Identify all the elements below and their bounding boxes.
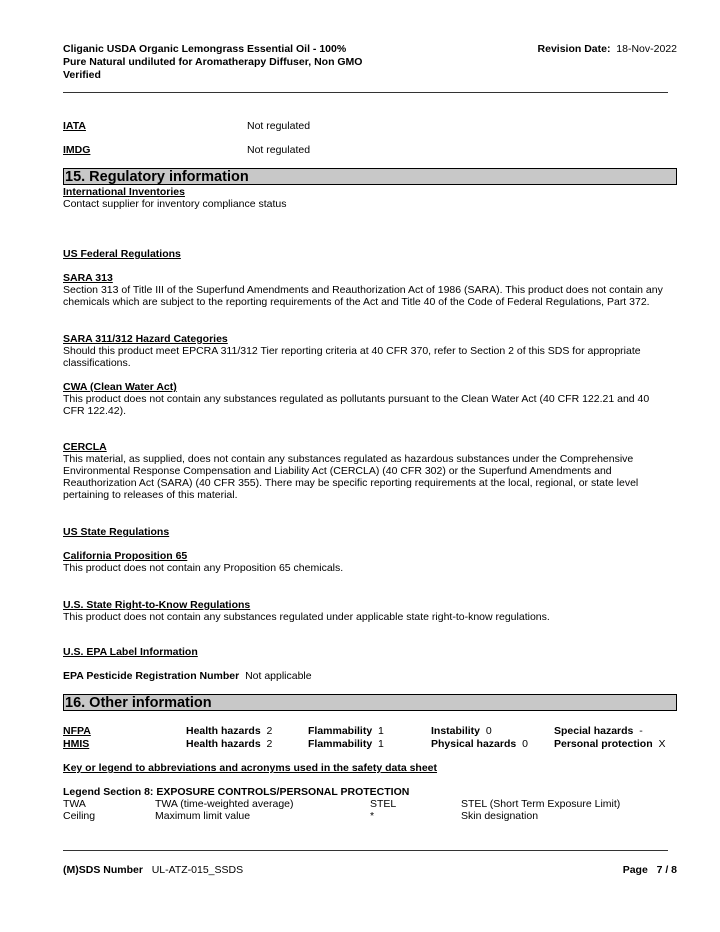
legend-meaning: TWA (time-weighted average) (155, 798, 294, 810)
hmis-flammability (308, 738, 384, 750)
epa-label-heading: U.S. EPA Label Information (63, 646, 198, 658)
nfpa-instability-value: 0 (485, 725, 492, 737)
text-line: This product does not contain any substances regulated as pollutants pursuant to the Clean Water Act (40 CFR 122.21 and 40 (63, 393, 650, 405)
product-title-line: Pure Natural undiluted for Aromatherapy Diffuser, Non GMO (63, 56, 363, 68)
legend-title: Legend Section 8: EXPOSURE CONTROLS/PERSONAL PROTECTION (63, 786, 410, 798)
cercla-text (63, 453, 678, 501)
hmis-flammability-label: Flammability (308, 738, 373, 750)
hmis-flammability-value: 1 (378, 738, 384, 750)
legend-meaning: STEL (Short Term Exposure Limit) (461, 798, 621, 810)
text-line: Section 313 of Title III of the Superfund Amendments and Reauthorization Act of 1986 (SARA). This product does not contain any (63, 284, 663, 296)
nfpa-special (554, 725, 643, 737)
intl-inventories-heading: International Inventories (63, 186, 185, 198)
hmis-health-label: Health hazards (186, 738, 261, 750)
prop65-heading: California Proposition 65 (63, 550, 188, 562)
nfpa-label: NFPA (63, 725, 91, 737)
revision-date (538, 43, 677, 55)
cwa-heading: CWA (Clean Water Act) (63, 381, 177, 393)
page-number (623, 864, 677, 876)
us-state-heading: US State Regulations (63, 526, 170, 538)
nfpa-health-label: Health hazards (186, 725, 261, 737)
prop65-text: This product does not contain any Proposition 65 chemicals. (63, 562, 344, 574)
imdg-value: Not regulated (247, 144, 311, 156)
header-divider (63, 92, 668, 93)
page-value: 7 / 8 (656, 864, 677, 876)
sds-number-value: UL-ATZ-015_SSDS (151, 864, 244, 876)
product-title (63, 43, 362, 82)
legend-meaning: Skin designation (461, 810, 539, 822)
product-title-line: Cliganic USDA Organic Lemongrass Essential Oil - 100% (63, 43, 347, 55)
nfpa-special-label: Special hazards (554, 725, 634, 737)
iata-value: Not regulated (247, 120, 311, 132)
epa-reg-label: EPA Pesticide Registration Number (63, 670, 240, 682)
text-line: chemicals which are subject to the reporting requirements of the Act and Title 40 of the Code of Federal Regulations, Part 372. (63, 296, 650, 308)
legend-heading: Key or legend to abbreviations and acronyms used in the safety data sheet (63, 762, 438, 774)
rtk-text: This product does not contain any substances regulated under applicable state right-to-know regulations. (63, 611, 550, 623)
section-16-title: 16. Other information (63, 694, 677, 711)
hmis-ppe-label: Personal protection (554, 738, 653, 750)
nfpa-flammability-value: 1 (378, 725, 384, 737)
epa-reg-value: Not applicable (245, 670, 312, 682)
nfpa-flammability (308, 725, 384, 737)
nfpa-health-value: 2 (266, 725, 273, 737)
sds-number-label: (M)SDS Number (63, 864, 143, 876)
text-line: Reauthorization Act (SARA) (40 CFR 355). There may be specific reporting requirements at the local, regional, or state level (63, 477, 639, 489)
legend-abbr: Ceiling (63, 810, 96, 822)
sara311-text (63, 345, 678, 369)
section-15-title: 15. Regulatory information (63, 168, 677, 185)
iata-label: IATA (63, 120, 86, 132)
hmis-health (186, 738, 272, 750)
cercla-heading: CERCLA (63, 441, 107, 453)
cwa-text (63, 393, 678, 417)
nfpa-health (186, 725, 272, 737)
page-label: Page (622, 864, 648, 876)
hmis-ppe (554, 738, 665, 750)
epa-registration (63, 670, 678, 682)
us-federal-heading: US Federal Regulations (63, 248, 181, 260)
legend-abbr: * (370, 810, 375, 822)
rtk-heading: U.S. State Right-to-Know Regulations (63, 599, 251, 611)
nfpa-instability-label: Instability (431, 725, 481, 737)
legend-meaning: Maximum limit value (155, 810, 251, 822)
sds-number (63, 864, 243, 876)
sara311-heading: SARA 311/312 Hazard Categories (63, 333, 228, 345)
hmis-physical-value: 0 (522, 738, 528, 750)
imdg-label: IMDG (63, 144, 91, 156)
legend-abbr: TWA (63, 798, 86, 810)
revision-label: Revision Date: (537, 43, 611, 55)
hmis-physical-label: Physical hazards (431, 738, 517, 750)
nfpa-special-value: - (639, 725, 643, 737)
nfpa-instability (431, 725, 492, 737)
text-line: pertaining to releases of this material. (63, 489, 238, 501)
intl-inventories-text: Contact supplier for inventory compliance status (63, 198, 287, 210)
text-line: CFR 122.42). (63, 405, 127, 417)
sara313-text (63, 284, 678, 308)
product-title-line: Verified (63, 69, 101, 81)
revision-value: 18-Nov-2022 (616, 43, 677, 55)
footer-divider (63, 850, 668, 851)
text-line: Should this product meet EPCRA 311/312 Tier reporting criteria at 40 CFR 370, refer to Section 2 of this SDS for appropriate (63, 345, 641, 357)
text-line: This material, as supplied, does not contain any substances regulated as hazardous substances under the Comprehensive (63, 453, 634, 465)
hmis-ppe-value: X (658, 738, 666, 750)
text-line: classifications. (63, 357, 131, 369)
text-line: Environmental Response Compensation and Liability Act (CERCLA) (40 CFR 302) or the Superfund Amendments and (63, 465, 612, 477)
legend-abbr: STEL (370, 798, 397, 810)
hmis-physical (431, 738, 528, 750)
hmis-label: HMIS (63, 738, 90, 750)
sara313-heading: SARA 313 (63, 272, 113, 284)
hmis-health-value: 2 (266, 738, 273, 750)
nfpa-flammability-label: Flammability (308, 725, 373, 737)
